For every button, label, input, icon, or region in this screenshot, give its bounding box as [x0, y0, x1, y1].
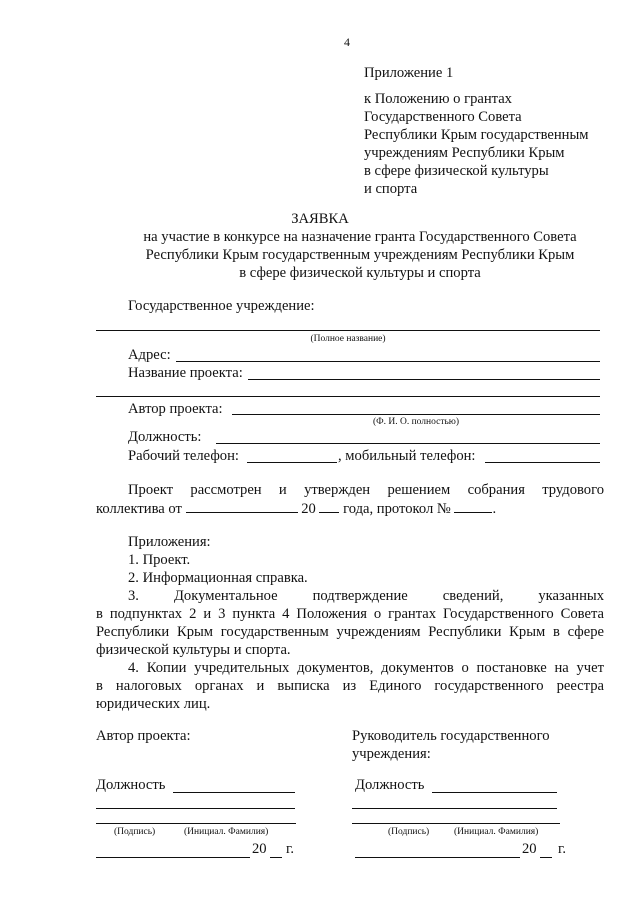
address-field[interactable]: [176, 361, 600, 362]
protocol-number-field[interactable]: [454, 499, 492, 513]
work-phone-field[interactable]: [247, 462, 337, 463]
institution-name-field[interactable]: [96, 330, 600, 331]
approval-year-field[interactable]: [319, 499, 339, 513]
attachment-item-4-line: 4. Копии учредительных документов, документов о постановке на учет: [128, 660, 604, 676]
fio-caption: (Ф. И. О. полностью): [372, 417, 460, 427]
address-label: Адрес:: [128, 347, 171, 363]
approval-date-prefix: коллектива от: [96, 501, 182, 517]
signature-head-title: Руководитель государственного: [352, 728, 550, 744]
signature-author-sign-field[interactable]: [96, 823, 296, 824]
signature-head-initials-caption: (Инициал. Фамилия): [454, 827, 539, 837]
attachment-item-3-line: в подпунктах 2 и 3 пункта 4 Положения о грантах Государственного Совета: [96, 606, 604, 622]
attachment-item-3-line: Республики Крым государственным учреждениям Республики Крым в сфере: [96, 624, 604, 640]
signature-author-title: Автор проекта:: [96, 728, 191, 744]
signature-author-year-field[interactable]: [270, 857, 282, 858]
signature-author-position-label: Должность: [96, 777, 166, 793]
attachment-item-3-line: 3. Документальное подтверждение сведений, указанных: [128, 588, 604, 604]
work-phone-label: Рабочий телефон:: [128, 448, 239, 464]
signature-head-position-field[interactable]: [432, 792, 557, 793]
heading-title: ЗАЯВКА: [291, 211, 349, 227]
approval-protocol-label: года, протокол №: [343, 501, 451, 517]
appendix-line: и спорта: [364, 181, 418, 197]
appendix-line: Республики Крым государственным: [364, 127, 589, 143]
appendix-line: к Положению о грантах: [364, 91, 512, 107]
page-number: 4: [344, 35, 350, 49]
signature-head-year-field[interactable]: [540, 857, 552, 858]
attachment-item-3-line: физической культуры и спорта.: [96, 642, 291, 658]
signature-author-position-field[interactable]: [173, 792, 295, 793]
approval-year: 20: [301, 501, 316, 517]
signature-author-date-field[interactable]: [96, 857, 250, 858]
approval-line-2: [96, 499, 496, 519]
approval-line-1: Проект рассмотрен и утвержден решением собрания трудового: [128, 482, 604, 498]
heading-line: на участие в конкурсе на назначение гранта Государственного Совета: [143, 229, 577, 245]
signature-head-position-label: Должность: [355, 777, 425, 793]
signature-head-year-suffix: г.: [558, 841, 566, 857]
project-name-label: Название проекта:: [128, 365, 243, 381]
approval-end: .: [492, 501, 497, 517]
signature-author-initials-caption: (Инициал. Фамилия): [184, 827, 269, 837]
position-field[interactable]: [216, 443, 600, 444]
signature-author-year: 20: [252, 841, 267, 857]
heading-line: в сфере физической культуры и спорта: [239, 265, 481, 281]
author-label: Автор проекта:: [128, 401, 223, 417]
approval-date-field[interactable]: [186, 499, 298, 513]
signature-head-year: 20: [522, 841, 537, 857]
institution-label: Государственное учреждение:: [128, 298, 315, 314]
author-field[interactable]: [232, 414, 600, 415]
project-name-field-continuation[interactable]: [96, 396, 600, 397]
appendix-line: Государственного Совета: [364, 109, 522, 125]
signature-author-year-suffix: г.: [286, 841, 294, 857]
attachment-item: 1. Проект.: [128, 552, 191, 568]
project-name-field[interactable]: [248, 379, 600, 380]
signature-head-position-field-2[interactable]: [352, 808, 557, 809]
signature-head-sign-field[interactable]: [352, 823, 560, 824]
attachment-item-4-line: юридических лиц.: [96, 696, 211, 712]
heading-line: Республики Крым государственным учреждениям Республики Крым: [145, 247, 575, 263]
signature-head-sign-caption: (Подпись): [388, 827, 430, 837]
attachment-item: 2. Информационная справка.: [128, 570, 308, 586]
signature-head-date-field[interactable]: [355, 857, 520, 858]
position-label: Должность:: [128, 429, 202, 445]
appendix-line: в сфере физической культуры: [364, 163, 549, 179]
signature-head-title-line-2: учреждения:: [352, 746, 431, 762]
full-name-caption: (Полное название): [310, 334, 386, 344]
attachment-item-4-line: в налоговых органах и выписка из Единого государственного реестра: [96, 678, 604, 694]
signature-author-sign-caption: (Подпись): [114, 827, 156, 837]
appendix-title: Приложение 1: [364, 65, 454, 81]
mobile-phone-field[interactable]: [485, 462, 600, 463]
attachments-title: Приложения:: [128, 534, 211, 550]
signature-author-position-field-2[interactable]: [96, 808, 295, 809]
mobile-phone-label: , мобильный телефон:: [338, 448, 476, 464]
appendix-line: учреждениям Республики Крым: [364, 145, 565, 161]
